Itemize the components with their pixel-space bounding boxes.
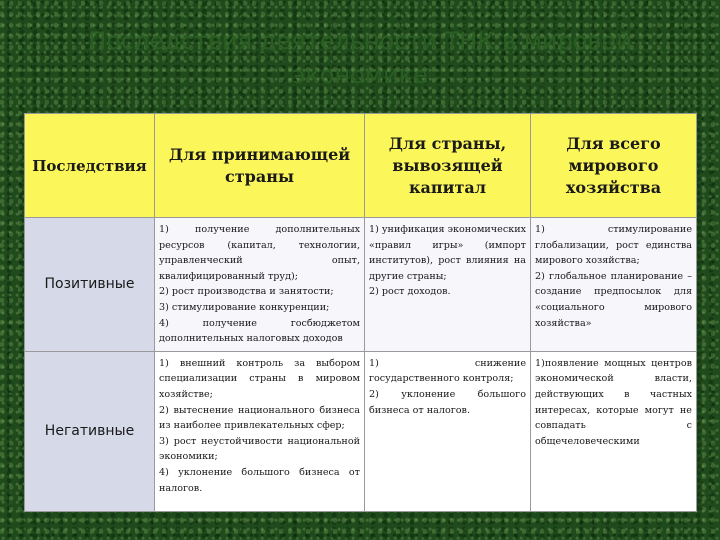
header-host-country: Для принимающей страны xyxy=(155,114,365,218)
header-consequences: Последствия xyxy=(25,114,155,218)
table-row xyxy=(25,218,697,352)
list-item: 4) уклонение большого бизнеса от налогов. xyxy=(159,466,360,494)
list-item: 1) унификация экономических «правил игры» (импорт институтов), рост влияния на другие страны; xyxy=(369,224,526,282)
list-item: 1)появление мощных центров экономической власти, действующих в частных интересах, которые могут не совпадать с общечеловеческими xyxy=(535,357,692,447)
row-label-positive: Позитивные xyxy=(25,218,155,352)
list-item: 2) вытеснение национального бизнеса из наиболее привлекательных сфер; xyxy=(159,404,360,432)
list-item: 1) стимулирование глобализации, рост единства мирового хозяйства; xyxy=(535,224,692,267)
list-item: 4) получение госбюджетом дополнительных налоговых доходов xyxy=(159,317,360,345)
slide-title: Последствия деятельности ТНК в мировой экономике xyxy=(88,27,632,89)
list-item: 3) рост неустойчивости национальной экономики; xyxy=(159,435,360,463)
table-row xyxy=(25,351,697,511)
list-item: 1) получение дополнительных ресурсов (капитал, технологии, управленческий опыт, квалифицированный труд); xyxy=(159,224,360,282)
positive-world-cell xyxy=(531,218,697,352)
list-item: 2) рост производства и занятости; xyxy=(159,286,334,298)
header-row xyxy=(25,114,697,218)
positive-exporter-cell xyxy=(365,218,531,352)
negative-host-cell xyxy=(155,351,365,511)
negative-world-cell xyxy=(531,351,697,511)
row-label-negative: Негативные xyxy=(25,351,155,511)
list-item: 1) внешний контроль за выбором специализации страны в мировом хозяйстве; xyxy=(159,357,360,400)
negative-exporter-cell xyxy=(365,351,531,511)
list-item: 1) снижение государственного контроля; xyxy=(369,357,526,385)
header-world-economy: Для всего мирового хозяйства xyxy=(531,114,697,218)
list-item: 2) уклонение большого бизнеса от налогов. xyxy=(369,388,526,416)
header-exporting-country: Для страны, вывозящей капитал xyxy=(365,114,531,218)
list-item: 3) стимулирование конкуренции; xyxy=(159,301,330,313)
positive-host-cell xyxy=(155,218,365,352)
list-item: 2) рост доходов. xyxy=(369,286,451,298)
consequences-table xyxy=(24,113,697,512)
list-item: 2) глобальное планирование – создание предпосылок для «социального мирового хозяйства» xyxy=(535,270,692,329)
